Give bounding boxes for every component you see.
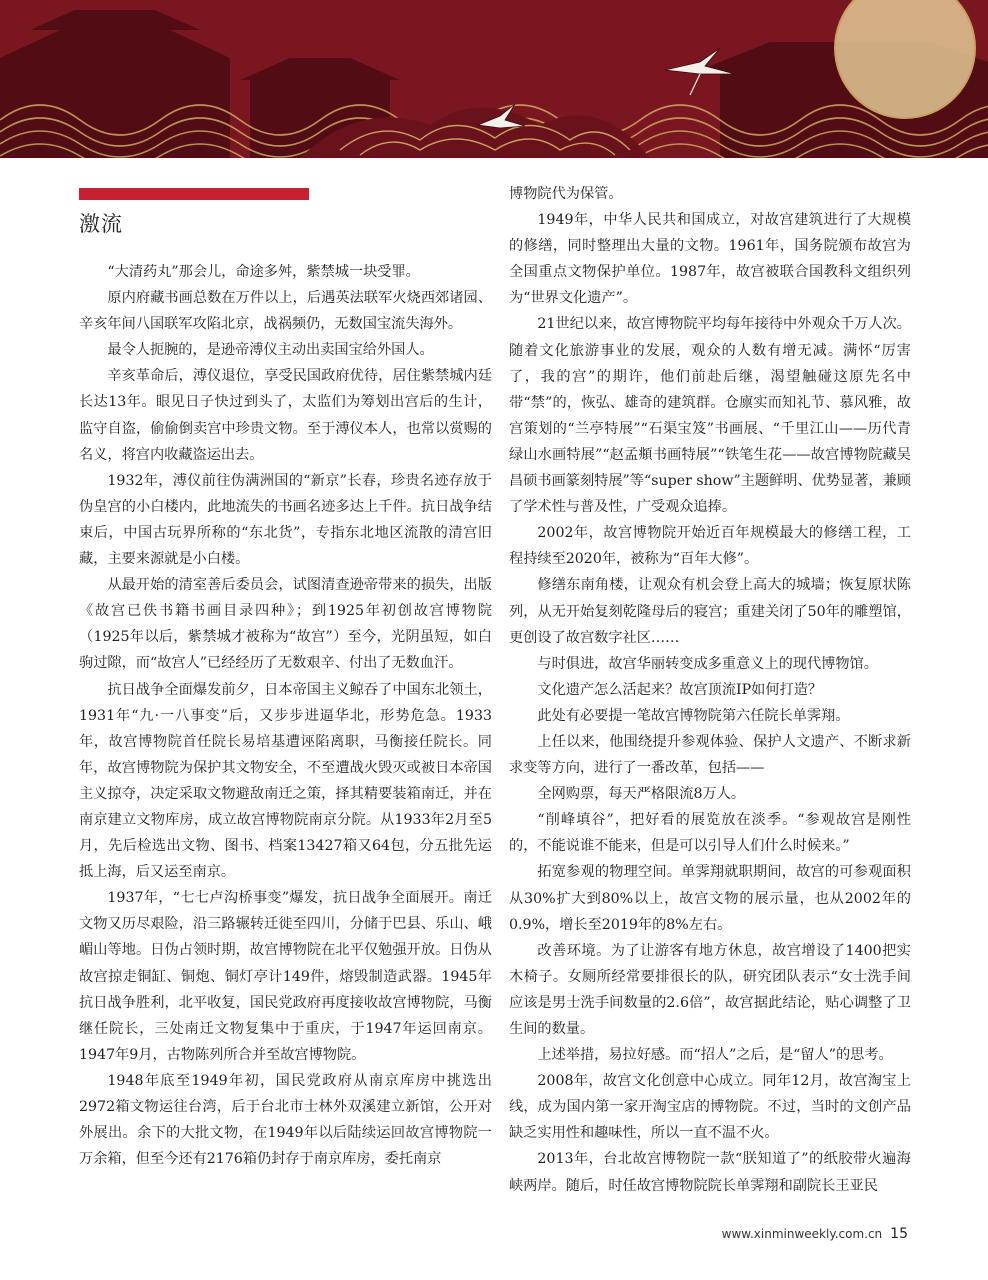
paragraph: 21世纪以来，故宫博物院平均每年接待中外观众千万人次。随着文化旅游事业的发展，观众的人数有增无减。满怀“厉害了，我的宫”的期许，他们前赴后继，渴望触碰这原先名中带“禁”的，恢弘、雄奇的建筑群。仓廪实而知礼节、慕风雅，故宫策划的“兰亭特展”“石渠宝笈”书画展、“千里江山——历代青绿山水画特展”“赵孟頫书画特展”“铁笔生花——故宫博物院藏吴昌硕书画篆刻特展”等“super show”主题鲜明、优势显著，兼顾了学术性与普及性，广受观众追捧。 xyxy=(509,316,911,516)
paragraph: 拓宽参观的物理空间。单霁翔就职期间，故宫的可参观面积从30%扩大到80%以上，故宫文物的展示量，也从2002年的0.9%，增长至2019年的8%左右。 xyxy=(509,864,911,933)
page-footer xyxy=(722,1226,908,1242)
paragraph-continuation: 博物院代为保管。 xyxy=(509,186,623,202)
header-banner xyxy=(0,0,988,158)
section-accent-bar xyxy=(79,188,309,200)
paragraph: 修缮东南角楼，让观众有机会登上高大的城墙；恢复原状陈列，从无开始复刻乾隆母后的寝宫；重建关闭了50年的雕塑馆，更创设了故宫数字社区…… xyxy=(509,577,911,646)
paragraph: 1948年底至1949年初，国民党政府从南京库房中挑选出2972箱文物运往台湾，后于台北市士林外双溪建立新馆，公开对外展出。余下的大批文物，在1949年以后陆续运回故宫博物院一万余箱，但至今还有2176箱仍封存于南京库房，委托南京 xyxy=(79,1072,492,1168)
section-title: 激流 xyxy=(79,212,123,236)
paragraph: 全网购票，每天严格限流8万人。 xyxy=(537,786,746,803)
paragraph: 改善环境。为了让游客有地方休息，故宫增设了1400把实木椅子。女厕所经常要排很长的队，研究团队表示“女士洗手间应该是男士洗手间数量的2.6倍”，故宫据此结论，贴心调整了卫生间的数量。 xyxy=(509,942,911,1037)
paragraph: “大清药丸”那会儿，命途多舛，紫禁城一块受罪。 xyxy=(107,264,420,280)
paragraph: 与时俱进，故宫华丽转变成多重意义上的现代博物馆。 xyxy=(537,655,878,672)
paragraph: 辛亥革命后，溥仪退位，享受民国政府优待，居住紫禁城内廷长达13年。眼见日子快过到头了，太监们为筹划出宫后的生计，监守自盗，偷偷倒卖宫中珍贵文物。至于溥仪本人，也常以赏赐的名义，将宫内收藏盗运出去。 xyxy=(79,368,492,463)
palace-clouds-illustration xyxy=(0,0,988,158)
paragraph: 1932年，溥仪前往伪满洲国的“新京”长春，珍贵名迹存放于伪皇宫的小白楼内，此地流失的书画名迹多达上千件。抗日战争结束后，中国古玩界所称的“东北货”，专指东北地区流散的清宫旧藏，主要来源就是小白楼。 xyxy=(79,472,492,568)
footer-url: www.xinminweekly.com.cn xyxy=(721,1227,883,1241)
paragraph: 1949年，中华人民共和国成立，对故宫建筑进行了大规模的修缮，同时整理出大量的文物。1961年，国务院颁布故宫为全国重点文物保护单位。1987年，故宫被联合国教科文组织列为“世界文化遗产”。 xyxy=(509,212,911,307)
paragraph: 从最开始的清室善后委员会，试图清查逊帝带来的损失，出版《故宫已佚书籍书画目录四种》；到1925年初创故宫博物院（1925年以后，紫禁城才被称为“故宫”）至今，光阴虽短，如白驹过隙，而“故宫人”已经经历了无数艰辛、付出了无数血汗。 xyxy=(79,577,492,672)
paragraph: 文化遗产怎么活起来？故宫顶流IP如何打造？ xyxy=(537,681,823,698)
paragraph: 上述举措，易拉好感。而“招人”之后，是“留人”的思考。 xyxy=(537,1047,893,1064)
paragraph: 2008年，故宫文化创意中心成立。同年12月，故宫淘宝上线，成为国内第一家开淘宝店的博物院。不过，当时的文创产品缺乏实用性和趣味性，所以一直不温不火。 xyxy=(509,1073,911,1142)
paragraph: 原内府藏书画总数在万件以上，后遇英法联军火烧西郊诸园、辛亥年间八国联军攻陷北京，战祸频仍，无数国宝流失海外。 xyxy=(79,290,492,333)
paragraph: 抗日战争全面爆发前夕，日本帝国主义鲸吞了中国东北领土，1931年“九·一八事变”后，又步步进逼华北，形势危急。1933年，故宫博物院首任院长易培基遭诬陷离职，马衡接任院长。同年，故宫博物院为保护其文物安全，不至遭战火毁灭或被日本帝国主义掠夺，决定采取文物避敌南迁之策，择其精要装箱南迁，并在南京建立文物库房，成立故宫博物院南京分院。从1933年2月至5月，先后检选出文物、图书、档案13427箱又64包，分五批先运抵上海，后又运至南京。 xyxy=(79,681,492,881)
paragraph: 此处有必要提一笔故宫博物院第六任院长单霁翔。 xyxy=(537,707,850,724)
paragraph: 最令人扼腕的，是逊帝溥仪主动出卖国宝给外国人。 xyxy=(107,342,434,359)
right-column xyxy=(509,181,911,1199)
paragraph: 1937年，“七七卢沟桥事变”爆发，抗日战争全面展开。南迁文物又历尽艰险，沿三路辗转迁徙至四川，分储于巴县、乐山、峨嵋山等地。日伪占领时期，故宫博物院在北平仅勉强开放。日伪从故宫掠走铜缸、铜炮、铜灯亭计149件，熔毁制造武器。1945年抗日战争胜利，北平收复，国民党政府再度接收故宫博物院，马衡继任院长，三处南迁文物复集中于重庆，于1947年运回南京。1947年9月，古物陈列所合并至故宫博物院。 xyxy=(79,890,492,1063)
page-number: 15 xyxy=(890,1226,908,1242)
paragraph: 2002年，故宫博物院开始近百年规模最大的修缮工程，工程持续至2020年，被称为“百年大修”。 xyxy=(509,525,911,568)
paragraph: 2013年，台北故宫博物院一款“朕知道了”的纸胶带火遍海峡两岸。随后，时任故宫博物院院长单霁翔和副院长王亚民 xyxy=(509,1151,911,1194)
paragraph: “削峰填谷”，把好看的展览放在淡季。“参观故宫是刚性的，不能说谁不能来，但是可以引导人们什么时候来。” xyxy=(509,812,911,855)
paragraph: 上任以来，他围绕提升参观体验、保护人文遗产、不断求新求变等方向，进行了一番改革，包括—— xyxy=(509,733,911,777)
left-column xyxy=(79,259,492,1172)
